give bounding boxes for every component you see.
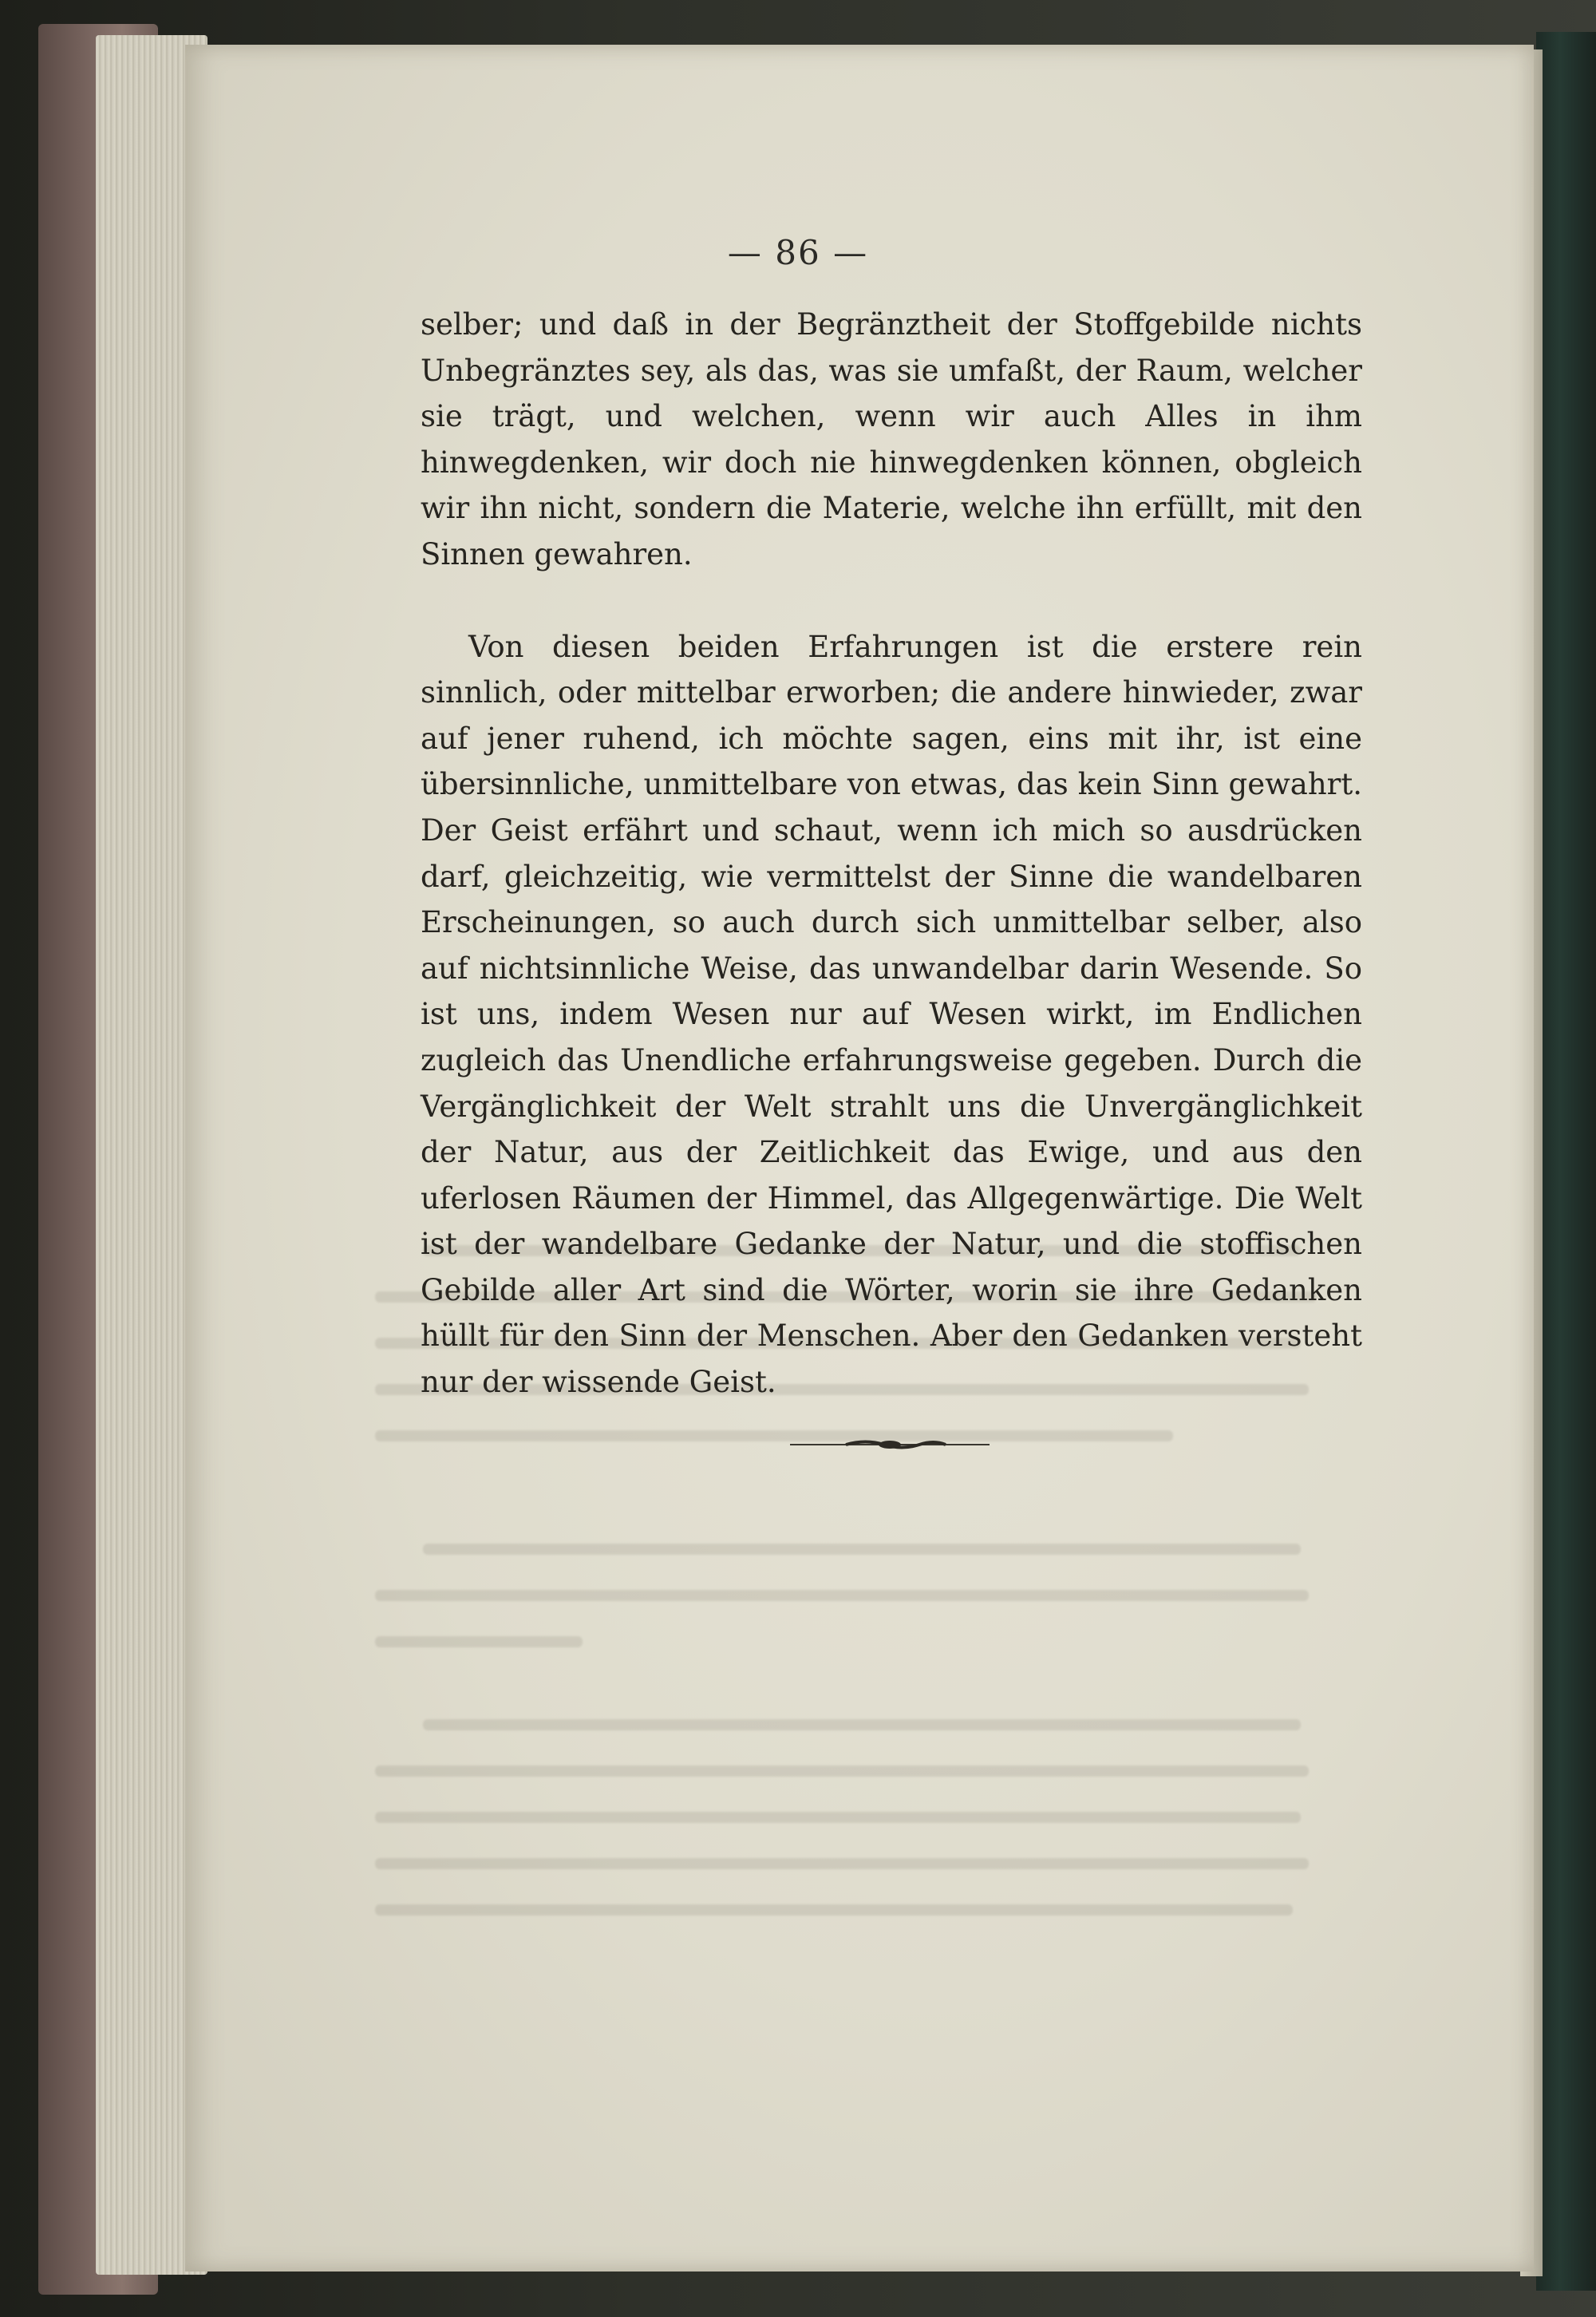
body-text <box>421 302 1362 1406</box>
page-number: — 86 — <box>727 233 869 272</box>
facing-cover-board <box>1536 32 1596 2291</box>
section-divider-ornament <box>790 1437 990 1453</box>
paragraph: Von diesen beiden Erfahrungen ist die erstere rein sinnlich, oder mittelbar erworben; die andere hinwieder, zwar auf jener ruhend, ich möchte sagen, eins mit ihr, ist eine übersinnliche, unmittelbare von etwas, das kein Sinn gewahrt. Der Geist erfährt und schaut, wenn ich mich so ausdrücken darf, gleichzeitig, wie vermittelst der Sinne die wandelbaren Erscheinungen, so auch durch sich unmittelbar selber, also auf nichtsinnliche Weise, das unwandelbar darin Wesende. So ist uns, indem Wesen nur auf Wesen wirkt, im Endlichen zugleich das Unendliche erfahrungsweise gegeben. Durch die Vergänglichkeit der Welt strahlt uns die Unvergänglichkeit der Natur, aus der Zeitlichkeit das Ewige, und aus den uferlosen Räumen der Himmel, das Allgegenwärtige. Die Welt ist der wandelbare Gedanke der Natur, und die stoffischen Gebilde aller Art sind die Wörter, worin sie ihre Gedanken hüllt für den Sinn der Menschen. Aber den Gedanken versteht nur der wissende Geist. <box>421 629 1362 1400</box>
paragraph: selber; und daß in der Begränztheit der Stoffgebilde nichts Unbegränztes sey, als das, was sie umfaßt, der Raum, welcher sie trägt, und welchen, wenn wir auch Alles in ihm hinwegdenken, wir doch nie hinwegdenken können, obgleich wir ihn nicht, sondern die Materie, welche ihn erfüllt, mit den Sinnen gewahren. <box>421 307 1362 571</box>
